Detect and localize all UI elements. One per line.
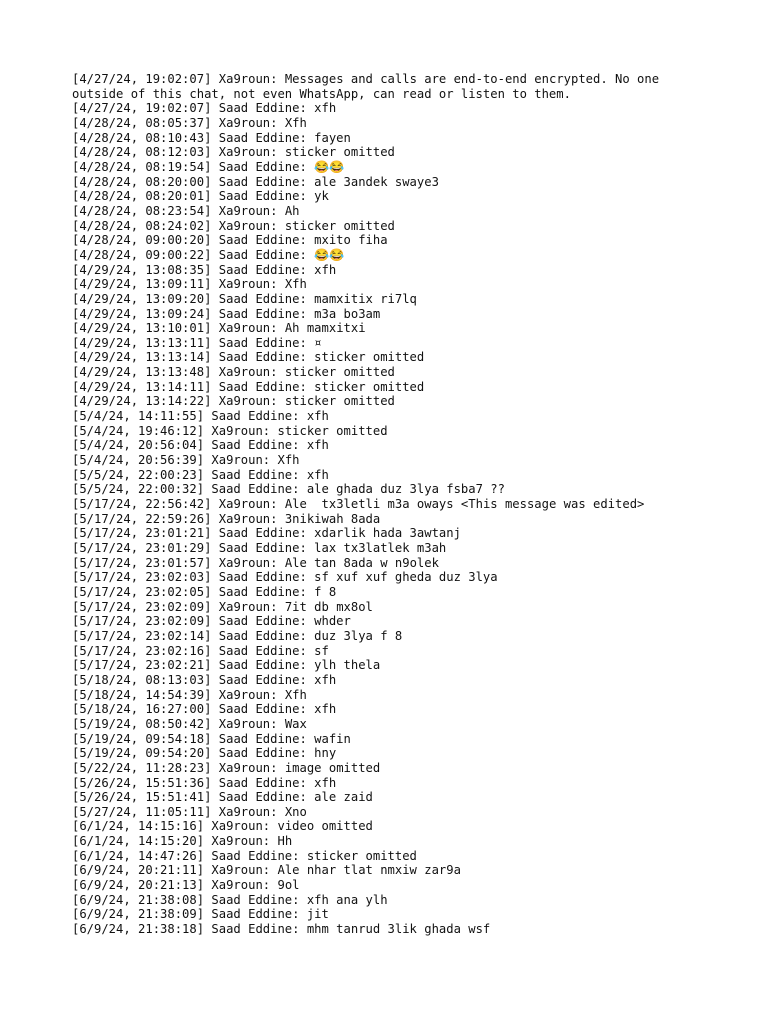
message-sender: Saad Eddine — [218, 790, 300, 805]
message-text: xfh — [306, 467, 329, 482]
message-timestamp: [4/29/24, 13:13:48] — [72, 365, 212, 380]
chat-message-line: [5/27/24, 11:05:11] Xa9roun: Xno — [72, 804, 307, 819]
message-text: Hh — [277, 834, 293, 849]
message-text: wafin — [314, 731, 351, 746]
message-sender: Saad Eddine — [218, 291, 300, 306]
chat-message-line: [6/1/24, 14:47:26] Saad Eddine: sticker omitted — [72, 848, 417, 863]
message-text: ale 3andek swaye3 — [314, 174, 439, 189]
message-text: whder — [314, 614, 351, 629]
message-sender: Saad Eddine — [218, 247, 300, 262]
message-sender: Xa9roun — [218, 760, 271, 775]
message-timestamp: [6/9/24, 20:21:11] — [72, 863, 205, 878]
message-timestamp: [5/17/24, 23:02:14] — [72, 628, 212, 643]
message-text: Xfh — [284, 277, 307, 292]
message-timestamp: [4/29/24, 13:14:11] — [72, 379, 212, 394]
message-sender: Xa9roun — [218, 218, 271, 233]
message-text: Xno — [284, 804, 307, 819]
message-timestamp: [5/17/24, 23:02:05] — [72, 584, 212, 599]
message-text: hny — [314, 746, 337, 761]
message-timestamp: [4/28/24, 08:12:03] — [72, 145, 212, 160]
message-text: ¤ — [314, 335, 322, 350]
chat-message-line: [4/29/24, 13:14:22] Xa9roun: sticker omitted — [72, 394, 395, 409]
message-text: 😂😂 — [314, 247, 345, 262]
message-timestamp: [4/28/24, 08:10:43] — [72, 130, 212, 145]
chat-message-line: [5/22/24, 11:28:23] Xa9roun: image omitted — [72, 760, 381, 775]
chat-message-line: [4/28/24, 08:05:37] Xa9roun: Xfh — [72, 115, 307, 130]
chat-message-line: [4/29/24, 13:09:20] Saad Eddine: mamxitix ri7lq — [72, 291, 417, 306]
message-timestamp: [5/17/24, 23:01:29] — [72, 541, 212, 555]
message-timestamp: [6/1/24, 14:15:20] — [72, 834, 205, 849]
chat-message-line: [4/28/24, 08:23:54] Xa9roun: Ah — [72, 203, 300, 218]
message-sender: Xa9roun — [218, 687, 271, 702]
message-text: Xfh — [277, 453, 300, 468]
message-timestamp: [6/1/24, 14:47:26] — [72, 848, 205, 863]
message-sender: Saad Eddine — [218, 628, 300, 643]
message-timestamp: [4/28/24, 08:20:00] — [72, 174, 212, 189]
chat-message-line: [4/29/24, 13:10:01] Xa9roun: Ah mamxitxi — [72, 321, 366, 336]
message-timestamp: [5/19/24, 09:54:18] — [72, 731, 212, 746]
message-timestamp: [5/19/24, 09:54:20] — [72, 746, 212, 761]
message-text: mxito fiha — [314, 233, 388, 248]
message-text: sf xuf xuf gheda duz 3lya — [314, 570, 498, 585]
message-sender: Xa9roun — [218, 277, 271, 292]
message-sender: Saad Eddine — [218, 526, 300, 541]
message-timestamp: [5/26/24, 15:51:41] — [72, 790, 212, 805]
chat-message-line: [4/29/24, 13:09:24] Saad Eddine: m3a bo3am — [72, 306, 381, 321]
message-timestamp: [6/9/24, 21:38:09] — [72, 907, 205, 922]
message-sender: Xa9roun — [218, 511, 271, 526]
message-sender: Xa9roun — [211, 863, 263, 878]
message-timestamp: [4/28/24, 09:00:20] — [72, 233, 212, 248]
message-text: Ale tx3letli m3a oways <This message was edited> — [284, 497, 645, 512]
message-timestamp: [5/4/24, 19:46:12] — [72, 423, 205, 438]
chat-message-line: [6/9/24, 21:38:09] Saad Eddine: jit — [72, 907, 329, 922]
message-timestamp: [4/29/24, 13:09:20] — [72, 291, 212, 306]
message-text: fayen — [314, 130, 351, 145]
chat-message-line: [4/28/24, 09:00:22] Saad Eddine: 😂😂 — [72, 247, 345, 262]
chat-message-line: [5/19/24, 09:54:18] Saad Eddine: wafin — [72, 731, 351, 746]
message-text: duz 3lya f 8 — [314, 628, 403, 643]
message-sender: Saad Eddine — [218, 584, 300, 599]
chat-message-line: [5/17/24, 23:01:57] Xa9roun: Ale tan 8ada w n9olek — [72, 555, 439, 570]
message-timestamp: [5/27/24, 11:05:11] — [72, 804, 212, 819]
chat-message-line: [4/28/24, 08:20:00] Saad Eddine: ale 3andek swaye3 — [72, 174, 439, 189]
message-sender: Xa9roun — [218, 599, 271, 614]
message-text: xfh — [314, 775, 337, 790]
message-timestamp: [5/17/24, 23:02:16] — [72, 643, 212, 658]
chat-message-line: [5/4/24, 20:56:39] Xa9roun: Xfh — [72, 453, 300, 468]
message-sender: Saad Eddine — [211, 409, 293, 424]
chat-message-line: [5/18/24, 16:27:00] Saad Eddine: xfh — [72, 702, 337, 717]
chat-message-line: [5/17/24, 23:02:05] Saad Eddine: f 8 — [72, 584, 337, 599]
message-sender: Saad Eddine — [218, 658, 300, 673]
message-sender: Saad Eddine — [218, 702, 300, 717]
chat-message-line: [5/17/24, 23:02:09] Saad Eddine: whder — [72, 614, 351, 629]
chat-message-line: [5/5/24, 22:00:23] Saad Eddine: xfh — [72, 467, 329, 482]
message-timestamp: [5/4/24, 20:56:39] — [72, 453, 205, 468]
message-timestamp: [6/9/24, 21:38:18] — [72, 922, 205, 937]
message-text: sticker omitted — [284, 218, 395, 233]
message-text: Ale tan 8ada w n9olek — [284, 555, 439, 570]
message-text: xfh — [306, 409, 329, 424]
message-sender: Saad Eddine — [218, 233, 300, 248]
chat-message-line: [5/26/24, 15:51:36] Saad Eddine: xfh — [72, 775, 337, 790]
message-text: Ah mamxitxi — [284, 321, 366, 336]
message-text: Ale nhar tlat nmxiw zar9a — [277, 863, 461, 878]
message-timestamp: [4/29/24, 13:14:22] — [72, 394, 212, 409]
message-text: Xfh — [284, 687, 307, 702]
message-sender: Xa9roun — [218, 716, 271, 731]
chat-message-line: [5/17/24, 23:02:14] Saad Eddine: duz 3lya f 8 — [72, 628, 403, 643]
message-timestamp: [5/18/24, 16:27:00] — [72, 702, 212, 717]
message-text: sticker omitted — [277, 423, 388, 438]
message-text: Messages and calls are end-to-end encrypted. No one outside of this chat, not even WhatsApp, can read or listen to them. — [72, 72, 667, 101]
message-sender: Xa9roun — [211, 423, 263, 438]
message-sender: Xa9roun — [218, 394, 271, 409]
message-timestamp: [5/19/24, 08:50:42] — [72, 716, 212, 731]
message-text: xfh — [314, 262, 337, 277]
message-timestamp: [4/28/24, 09:00:22] — [72, 247, 212, 262]
chat-message-line: [5/18/24, 14:54:39] Xa9roun: Xfh — [72, 687, 307, 702]
chat-message-line: [6/9/24, 20:21:11] Xa9roun: Ale nhar tlat nmxiw zar9a — [72, 863, 461, 878]
message-sender: Saad Eddine — [218, 262, 300, 277]
chat-message-line: [6/1/24, 14:15:16] Xa9roun: video omitted — [72, 819, 373, 834]
message-timestamp: [4/29/24, 13:09:11] — [72, 277, 212, 292]
message-sender: Saad Eddine — [218, 672, 300, 687]
message-timestamp: [5/17/24, 23:02:09] — [72, 614, 212, 629]
chat-message-line: [4/29/24, 13:13:14] Saad Eddine: sticker omitted — [72, 350, 425, 365]
message-sender: Saad Eddine — [218, 159, 300, 174]
message-text: 3nikiwah 8ada — [284, 511, 381, 526]
message-sender: Saad Eddine — [218, 643, 300, 658]
chat-message-line: [4/28/24, 08:19:54] Saad Eddine: 😂😂 — [72, 159, 345, 174]
message-text: video omitted — [277, 819, 373, 834]
message-sender: Saad Eddine — [211, 907, 293, 922]
chat-message-line: [5/5/24, 22:00:32] Saad Eddine: ale ghada duz 3lya fsba7 ?? — [72, 482, 505, 497]
chat-message-line: [5/17/24, 22:56:42] Xa9roun: Ale tx3letli m3a oways <This message was edited> — [72, 497, 645, 512]
message-sender: Saad Eddine — [218, 614, 300, 629]
chat-message-line: [5/17/24, 23:02:21] Saad Eddine: ylh thela — [72, 658, 381, 673]
chat-message-line: [4/27/24, 19:02:07] Xa9roun: Messages and calls are end-to-end encrypted. No one outside of this chat, not even WhatsApp, can read or listen to them. — [72, 72, 667, 101]
chat-message-line: [6/9/24, 21:38:18] Saad Eddine: mhm tanrud 3lik ghada wsf — [72, 922, 491, 937]
message-sender: Xa9roun — [211, 834, 263, 849]
message-timestamp: [5/17/24, 22:59:26] — [72, 511, 212, 526]
chat-export-document — [72, 72, 712, 937]
chat-message-line: [4/29/24, 13:14:11] Saad Eddine: sticker omitted — [72, 379, 425, 394]
message-timestamp: [5/5/24, 22:00:32] — [72, 482, 205, 497]
message-text: lax tx3latlek m3ah — [314, 541, 447, 555]
message-sender: Saad Eddine — [211, 467, 293, 482]
message-text: sticker omitted — [284, 365, 395, 380]
message-sender: Xa9roun — [218, 72, 271, 86]
message-sender: Xa9roun — [211, 453, 263, 468]
message-timestamp: [4/27/24, 19:02:07] — [72, 72, 212, 86]
message-text: sf — [314, 643, 329, 658]
message-text: image omitted — [284, 760, 381, 775]
message-timestamp: [5/17/24, 23:01:57] — [72, 555, 212, 570]
message-text: mamxitix ri7lq — [314, 291, 417, 306]
message-sender: Saad Eddine — [218, 350, 300, 365]
message-text: xfh ana ylh — [306, 892, 388, 907]
message-text: xfh — [314, 672, 337, 687]
message-timestamp: [4/29/24, 13:10:01] — [72, 321, 212, 336]
chat-message-line: [6/9/24, 21:38:08] Saad Eddine: xfh ana ylh — [72, 892, 388, 907]
message-text: Ah — [284, 203, 300, 218]
message-text: sticker omitted — [314, 379, 425, 394]
message-sender: Xa9roun — [218, 365, 271, 380]
message-timestamp: [4/29/24, 13:13:14] — [72, 350, 212, 365]
message-sender: Saad Eddine — [218, 746, 300, 761]
message-timestamp: [4/28/24, 08:24:02] — [72, 218, 212, 233]
message-sender: Xa9roun — [218, 115, 271, 130]
message-sender: Saad Eddine — [218, 731, 300, 746]
message-timestamp: [5/17/24, 22:56:42] — [72, 497, 212, 512]
chat-message-line: [5/17/24, 23:02:03] Saad Eddine: sf xuf xuf gheda duz 3lya — [72, 570, 498, 585]
message-text: jit — [306, 907, 329, 922]
chat-message-line: [4/28/24, 08:12:03] Xa9roun: sticker omitted — [72, 145, 395, 160]
message-text: m3a bo3am — [314, 306, 381, 321]
message-timestamp: [5/4/24, 14:11:55] — [72, 409, 205, 424]
chat-message-line: [4/27/24, 19:02:07] Saad Eddine: xfh — [72, 101, 337, 116]
message-text: xfh — [314, 702, 337, 717]
message-timestamp: [4/29/24, 13:09:24] — [72, 306, 212, 321]
message-timestamp: [5/18/24, 14:54:39] — [72, 687, 212, 702]
message-sender: Saad Eddine — [218, 570, 300, 585]
message-sender: Saad Eddine — [211, 482, 293, 497]
message-sender: Saad Eddine — [211, 438, 293, 453]
message-sender: Xa9roun — [218, 555, 271, 570]
chat-message-line: [5/19/24, 08:50:42] Xa9roun: Wax — [72, 716, 307, 731]
chat-message-line: [5/4/24, 19:46:12] Xa9roun: sticker omitted — [72, 423, 388, 438]
message-timestamp: [5/17/24, 23:01:21] — [72, 526, 212, 541]
message-timestamp: [5/18/24, 08:13:03] — [72, 672, 212, 687]
message-sender: Saad Eddine — [218, 174, 300, 189]
message-text: 9ol — [277, 878, 300, 893]
message-text: xfh — [314, 101, 337, 116]
message-sender: Saad Eddine — [218, 541, 300, 555]
chat-message-line: [4/29/24, 13:08:35] Saad Eddine: xfh — [72, 262, 337, 277]
message-text: ale zaid — [314, 790, 373, 805]
message-text: ylh thela — [314, 658, 381, 673]
message-text: 7it db mx8ol — [284, 599, 373, 614]
message-timestamp: [5/26/24, 15:51:36] — [72, 775, 212, 790]
message-timestamp: [6/1/24, 14:15:16] — [72, 819, 205, 834]
message-sender: Saad Eddine — [218, 130, 300, 145]
message-sender: Saad Eddine — [211, 848, 293, 863]
message-text: mhm tanrud 3lik ghada wsf — [306, 922, 491, 937]
chat-message-line: [4/29/24, 13:13:11] Saad Eddine: ¤ — [72, 335, 322, 350]
message-timestamp: [4/27/24, 19:02:07] — [72, 101, 212, 116]
chat-message-line: [5/17/24, 23:01:29] Saad Eddine: lax tx3latlek m3ah — [72, 541, 447, 555]
message-text: yk — [314, 189, 329, 204]
message-timestamp: [6/9/24, 21:38:08] — [72, 892, 205, 907]
message-timestamp: [4/28/24, 08:19:54] — [72, 159, 212, 174]
message-timestamp: [5/22/24, 11:28:23] — [72, 760, 212, 775]
message-timestamp: [4/29/24, 13:08:35] — [72, 262, 212, 277]
message-text: sticker omitted — [306, 848, 417, 863]
chat-message-line: [4/28/24, 08:10:43] Saad Eddine: fayen — [72, 130, 351, 145]
message-sender: Saad Eddine — [218, 335, 300, 350]
chat-message-line: [6/1/24, 14:15:20] Xa9roun: Hh — [72, 834, 293, 849]
message-timestamp: [5/17/24, 23:02:03] — [72, 570, 212, 585]
message-timestamp: [5/5/24, 22:00:23] — [72, 467, 205, 482]
chat-message-line: [5/26/24, 15:51:41] Saad Eddine: ale zaid — [72, 790, 373, 805]
message-text: xdarlik hada 3awtanj — [314, 526, 461, 541]
message-timestamp: [5/4/24, 20:56:04] — [72, 438, 205, 453]
chat-message-line: [5/17/24, 23:01:21] Saad Eddine: xdarlik hada 3awtanj — [72, 526, 461, 541]
message-sender: Saad Eddine — [218, 189, 300, 204]
chat-message-line: [4/29/24, 13:13:48] Xa9roun: sticker omitted — [72, 365, 395, 380]
message-timestamp: [5/17/24, 23:02:21] — [72, 658, 212, 673]
message-timestamp: [5/17/24, 23:02:09] — [72, 599, 212, 614]
message-sender: Xa9roun — [218, 321, 271, 336]
message-sender: Xa9roun — [218, 804, 271, 819]
message-sender: Xa9roun — [218, 497, 271, 512]
message-text: 😂😂 — [314, 159, 345, 174]
chat-message-line: [6/9/24, 20:21:13] Xa9roun: 9ol — [72, 878, 300, 893]
message-text: sticker omitted — [284, 145, 395, 160]
message-sender: Saad Eddine — [218, 101, 300, 116]
message-text: sticker omitted — [314, 350, 425, 365]
chat-message-line: [4/28/24, 08:20:01] Saad Eddine: yk — [72, 189, 329, 204]
message-timestamp: [4/28/24, 08:05:37] — [72, 115, 212, 130]
message-sender: Saad Eddine — [218, 775, 300, 790]
message-sender: Xa9roun — [218, 145, 271, 160]
message-text: sticker omitted — [284, 394, 395, 409]
message-timestamp: [4/29/24, 13:13:11] — [72, 335, 212, 350]
message-timestamp: [4/28/24, 08:23:54] — [72, 203, 212, 218]
message-timestamp: [6/9/24, 20:21:13] — [72, 878, 205, 893]
message-sender: Saad Eddine — [211, 892, 293, 907]
message-sender: Saad Eddine — [211, 922, 293, 937]
chat-message-line: [4/28/24, 08:24:02] Xa9roun: sticker omitted — [72, 218, 395, 233]
message-timestamp: [4/28/24, 08:20:01] — [72, 189, 212, 204]
chat-message-line: [5/4/24, 20:56:04] Saad Eddine: xfh — [72, 438, 329, 453]
message-sender: Saad Eddine — [218, 306, 300, 321]
chat-message-line: [5/18/24, 08:13:03] Saad Eddine: xfh — [72, 672, 337, 687]
message-sender: Xa9roun — [211, 819, 263, 834]
chat-message-line: [4/28/24, 09:00:20] Saad Eddine: mxito fiha — [72, 233, 388, 248]
chat-message-line: [5/17/24, 23:02:09] Xa9roun: 7it db mx8ol — [72, 599, 373, 614]
chat-message-line: [5/19/24, 09:54:20] Saad Eddine: hny — [72, 746, 337, 761]
message-sender: Xa9roun — [218, 203, 271, 218]
message-sender: Saad Eddine — [218, 379, 300, 394]
message-text: ale ghada duz 3lya fsba7 ?? — [306, 482, 505, 497]
message-text: Wax — [284, 716, 307, 731]
chat-message-line: [5/4/24, 14:11:55] Saad Eddine: xfh — [72, 409, 329, 424]
message-sender: Xa9roun — [211, 878, 263, 893]
message-text: xfh — [306, 438, 329, 453]
chat-message-line: [4/29/24, 13:09:11] Xa9roun: Xfh — [72, 277, 307, 292]
chat-message-line: [5/17/24, 23:02:16] Saad Eddine: sf — [72, 643, 329, 658]
message-text: Xfh — [284, 115, 307, 130]
message-text: f 8 — [314, 584, 337, 599]
chat-message-line: [5/17/24, 22:59:26] Xa9roun: 3nikiwah 8ada — [72, 511, 381, 526]
